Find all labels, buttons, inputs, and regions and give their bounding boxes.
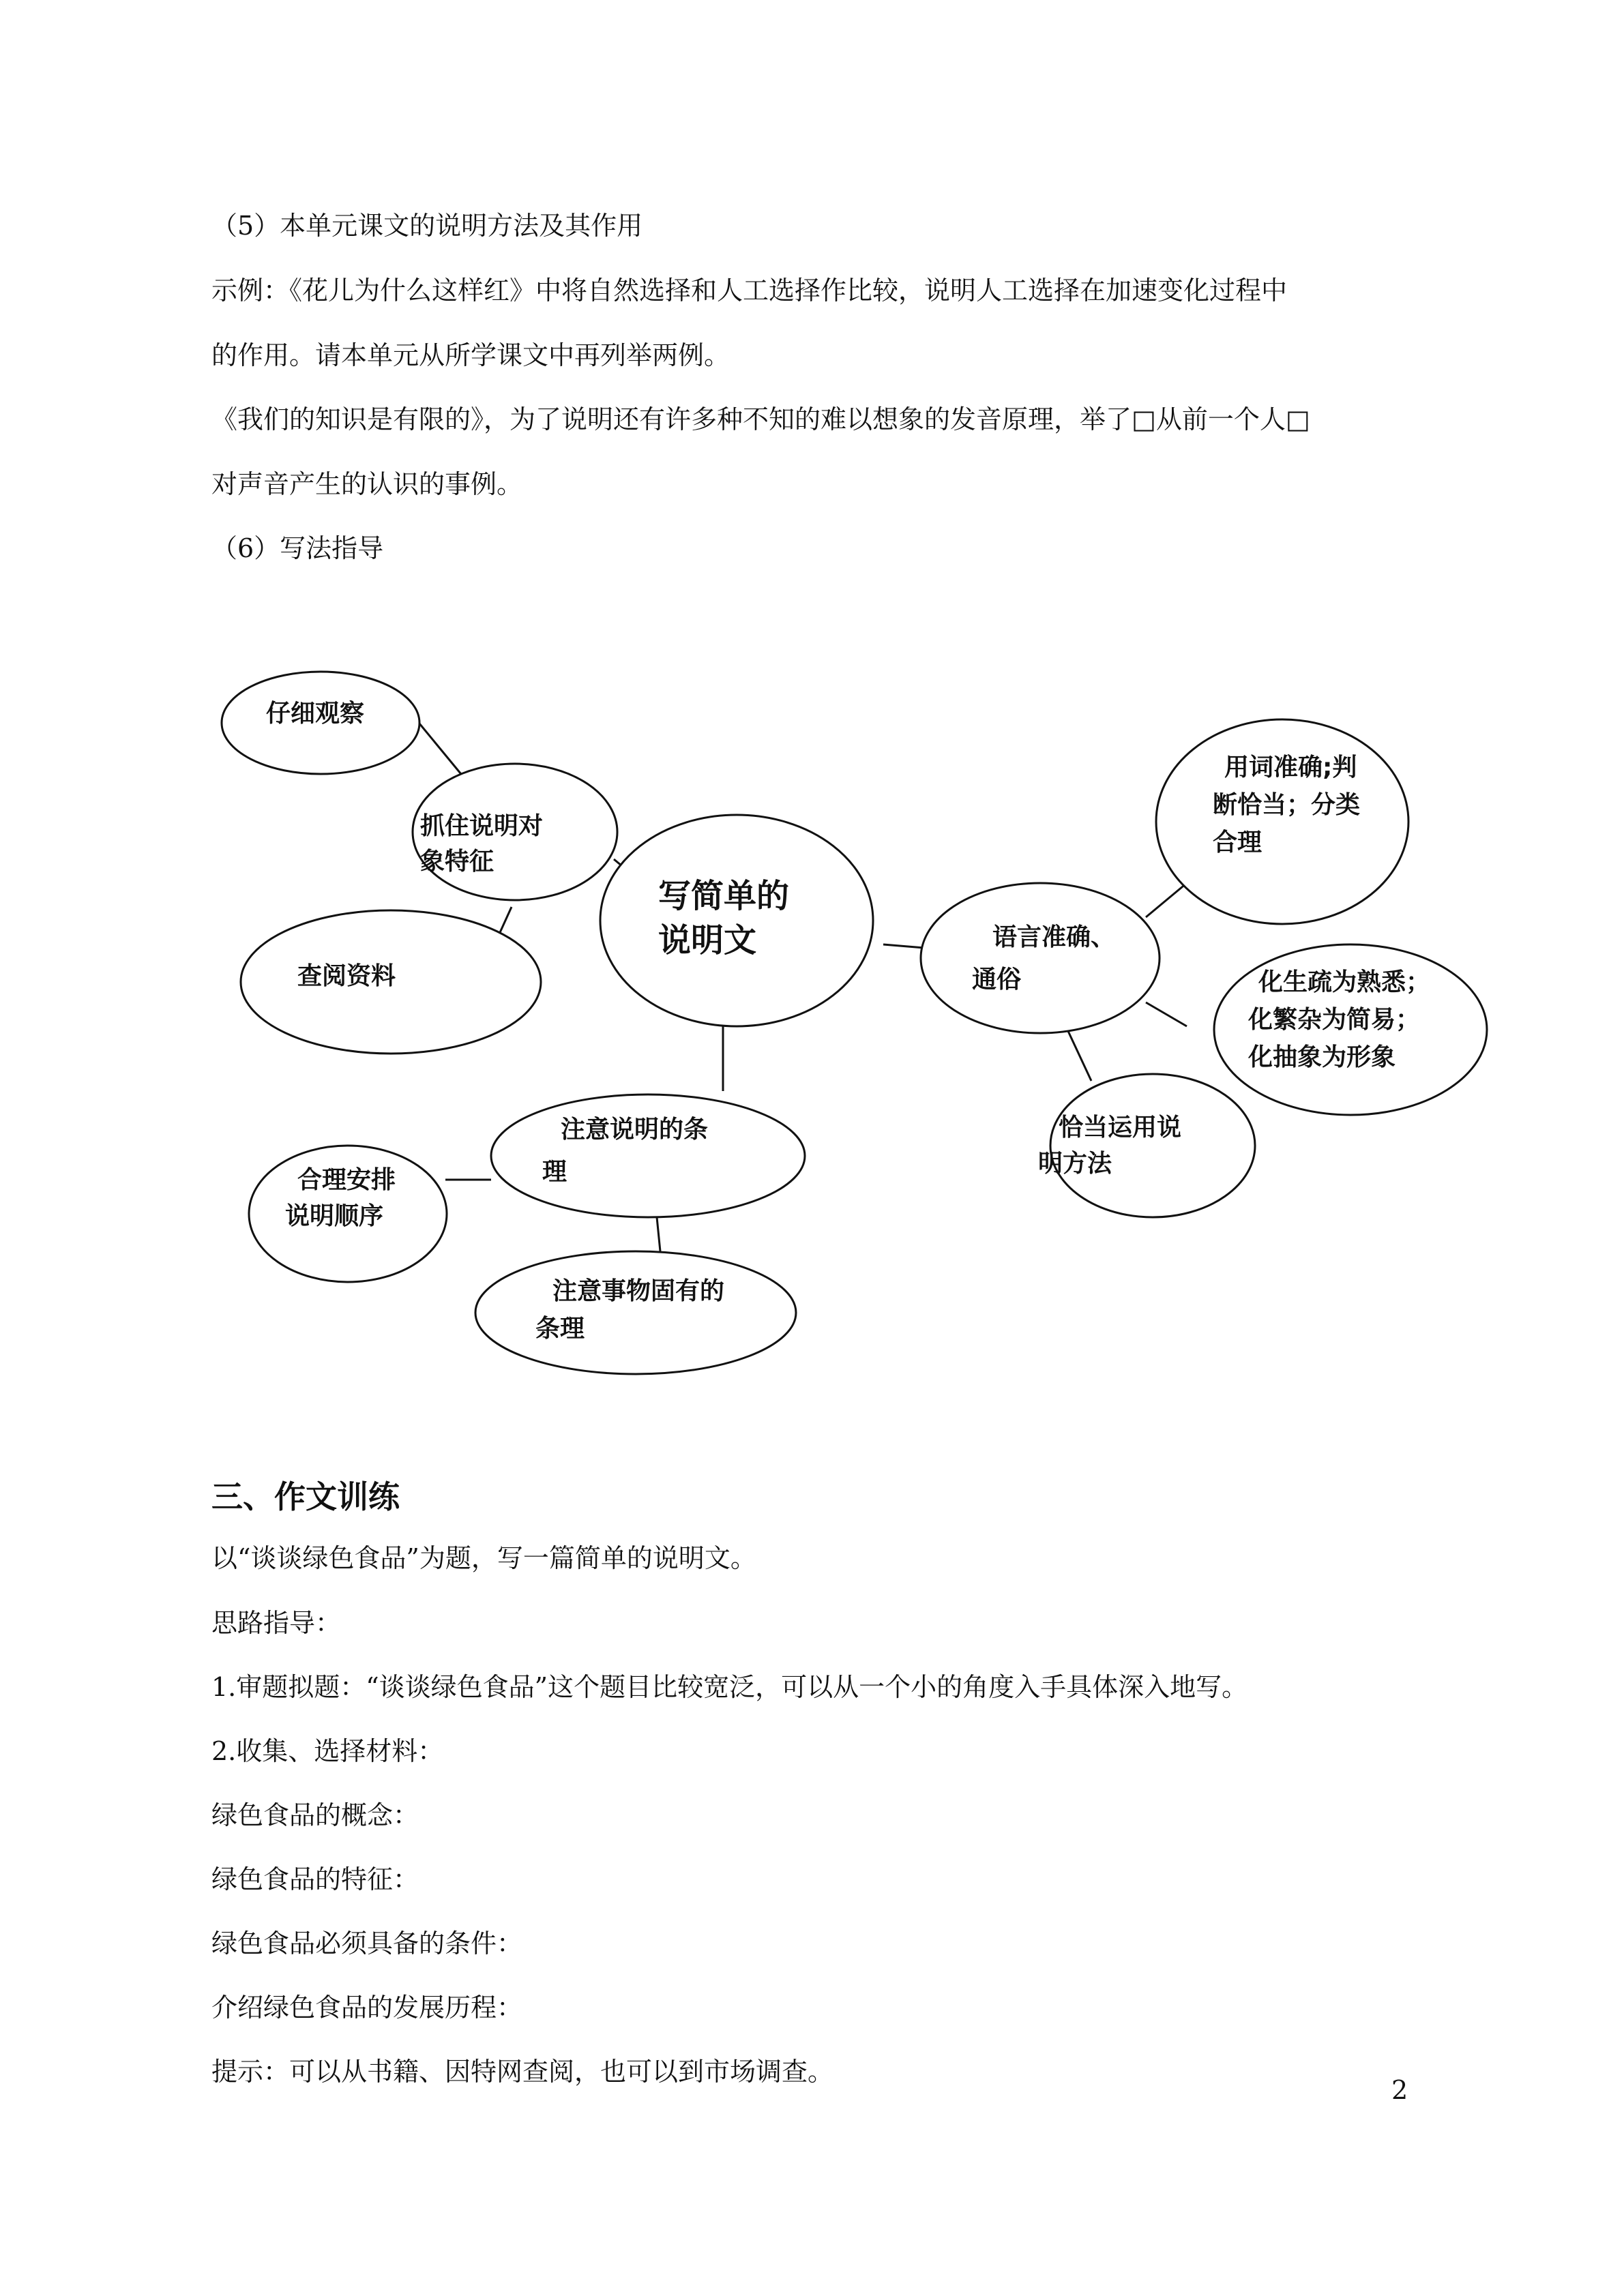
connector-center-language [883,944,924,948]
section5-answer-line1: 《我们的知识是有限的》，为了说明还有许多种不知的难以想象的发音原理，举了□从前一个人□ [211,404,1310,434]
section5-example-line2: 的作用。请本单元从所学课文中再列举两例。 [211,340,730,370]
node-simplify-text-3: 化抽象为形象 [1248,1043,1396,1071]
node-accurate [1156,719,1408,924]
node-language-text-1: 语言准确、 [992,923,1116,951]
node-language [921,883,1160,1033]
node-feature-text-2: 象特征 [420,848,494,876]
node-inherent-text-1: 注意事物固有的 [552,1277,725,1305]
section3-guide-label: 思路指导： [211,1608,342,1638]
node-center-text-2: 说明文 [658,921,757,959]
connector-language-method [1067,1030,1091,1081]
section6-title: （6）写法指导 [211,533,384,563]
section3-tip: 提示：可以从书籍、因特网查阅，也可以到市场调查。 [211,2057,834,2087]
node-order-logic-text-2: 理 [542,1158,567,1186]
node-order-logic [491,1094,805,1217]
node-order-logic-text-1: 注意说明的条 [561,1116,709,1144]
connector-language-simplify [1146,1002,1187,1026]
node-simplify-text-2: 化繁杂为简易； [1248,1006,1421,1034]
section3-prompt: 以“谈谈绿色食品”为题，写一篇简单的说明文。 [211,1543,756,1573]
section3-item-history: 介绍绿色食品的发展历程： [211,1993,523,2023]
node-simplify-text-1: 化生疏为熟悉； [1258,968,1431,996]
node-method [1050,1074,1255,1217]
section5-example-line1: 示例：《花儿为什么这样红》中将自然选择和人工选择作比较，说明人工选择在加速变化过程中 [211,275,1288,305]
section3-item-concept: 绿色食品的概念： [211,1800,419,1830]
page-number: 2 [1391,2075,1408,2105]
node-observe-text-1: 仔细观察 [266,700,365,728]
section3-step2: 2.收集、选择材料： [211,1736,444,1766]
node-inherent [475,1251,796,1374]
section3-step1: 1.审题拟题：“谈谈绿色食品”这个题目比较宽泛，可以从一个小的角度入手具体深入地写。 [211,1672,1248,1702]
node-accurate-text-1: 用词准确;判 [1224,754,1357,781]
node-method-text-1: 恰当运用说 [1059,1114,1182,1142]
connector-language-accurate [1146,883,1187,917]
node-research-text-1: 查阅资料 [297,962,396,990]
node-arrange-text-1: 合理安排 [297,1166,396,1194]
node-inherent-text-2: 条理 [535,1315,585,1343]
node-method-text-2: 明方法 [1038,1150,1112,1178]
section3-item-conditions: 绿色食品必须具备的条件： [211,1928,523,1958]
node-arrange-text-2: 说明顺序 [285,1202,384,1230]
node-accurate-text-3: 合理 [1213,829,1263,856]
section5-answer-line2: 对声音产生的认识的事例。 [211,469,523,499]
node-center-text-1: 写简单的 [658,877,790,915]
connector-observe-feature [416,719,464,777]
section5-title: （5）本单元课文的说明方法及其作用 [211,211,643,241]
node-language-text-2: 通俗 [972,966,1022,994]
node-accurate-text-2: 断恰当；分类 [1213,791,1361,819]
section3-heading: 三、作文训练 [211,1478,400,1515]
section3-item-features: 绿色食品的特征： [211,1864,419,1894]
node-feature-text-1: 抓住说明对 [420,812,544,840]
node-center [600,815,873,1026]
